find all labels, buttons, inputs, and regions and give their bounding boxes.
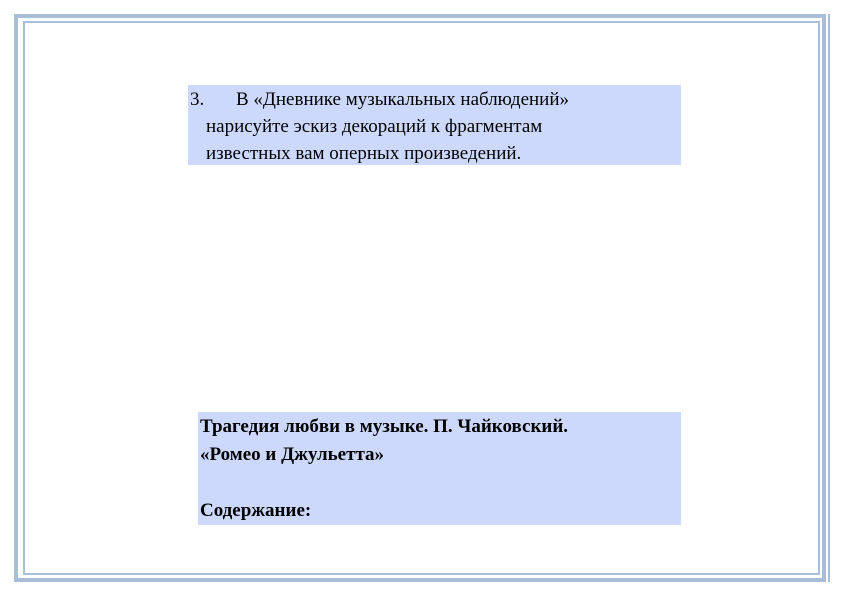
instruction-text-line: известных вам оперных произведений. [206, 143, 522, 164]
instruction-line-1 [188, 85, 681, 113]
instruction-number: 3. [190, 89, 205, 110]
lesson-title-line: Трагедия любви в музыке. П. Чайковский. [200, 416, 569, 437]
instruction-text-line: В «Дневнике музыкальных наблюдений» [236, 89, 570, 110]
contents-label: Содержание: [200, 500, 312, 521]
instruction-text-box [188, 85, 681, 165]
blank-line [198, 469, 681, 497]
instruction-text-line: нарисуйте эскиз декораций к фрагментам [206, 116, 543, 137]
lesson-title-line: «Ромео и Джульетта» [200, 444, 385, 465]
lesson-title-box [198, 412, 681, 525]
page-frame-edge [826, 14, 830, 582]
